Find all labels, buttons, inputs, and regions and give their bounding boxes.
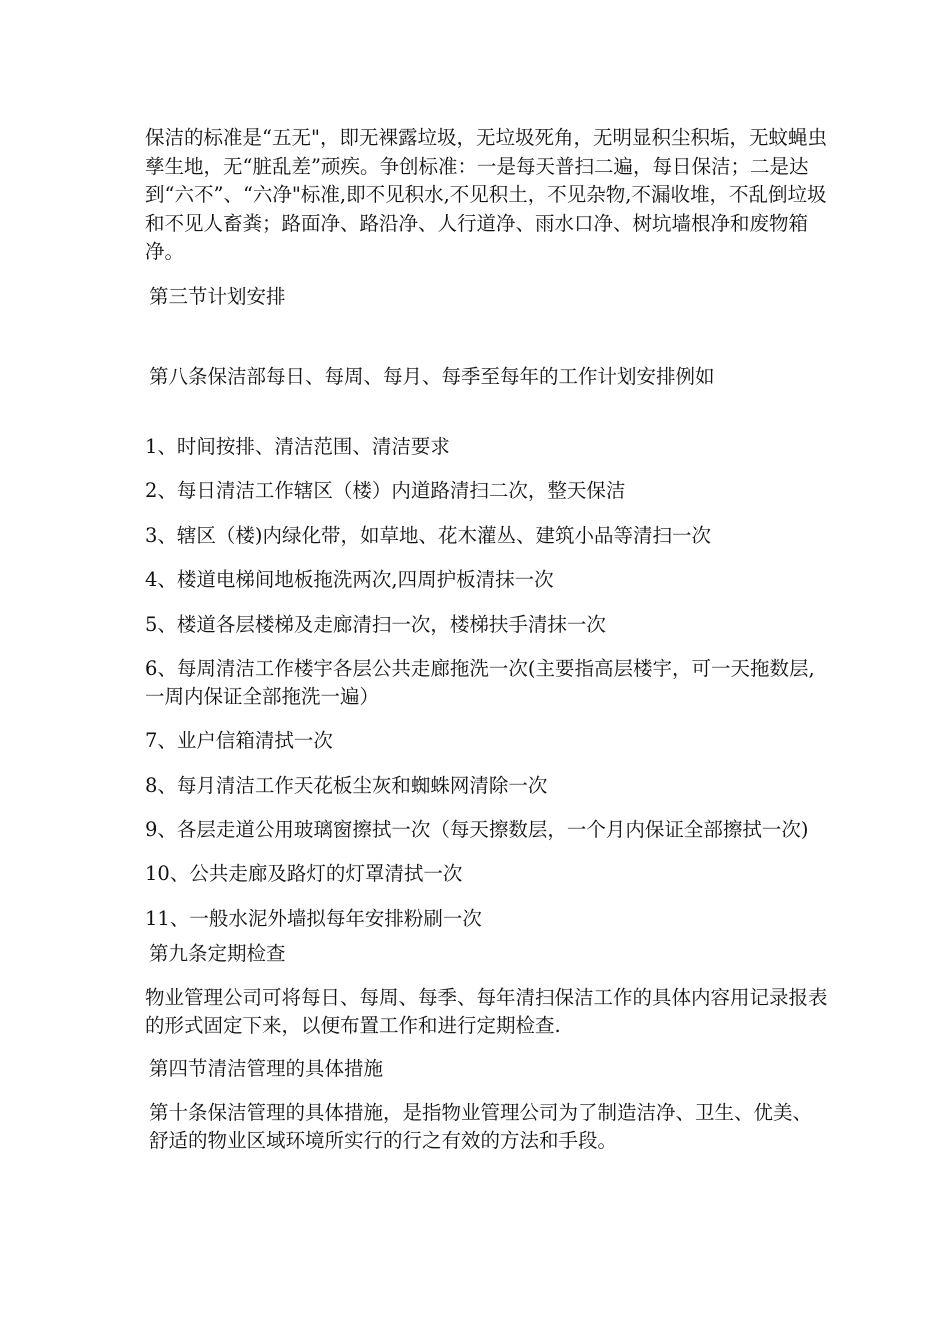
intro-paragraph: 保洁的标准是“五无"，即无裸露垃圾，无垃圾死角，无明显积尘积垢，无蚊蝇虫孳生地，无“脏乱差”顽疾。争创标准：一是每天普扫二遍，每日保洁；二是达到“六不”、“六净"标准,即不见积水,不见积土，不见杂物,不漏收堆，不乱倒垃圾和不见人畜粪；路面净、路沿净、人行道净、雨水口净、树坑墙根净和废物箱净。 [145,126,827,264]
section-3-heading: 第三节计划安排 [149,284,286,308]
list-item: 11、一般水泥外墙拟每年安排粉刷一次 [145,906,482,930]
article-8-heading: 第八条保洁部每日、每周、每月、每季至每年的工作计划安排例如 [149,364,715,388]
section-4-heading: 第四节清洁管理的具体措施 [149,1056,384,1080]
plan-items-list [145,433,830,933]
list-item: 5、楼道各层楼梯及走廊清扫一次，楼梯扶手清抹一次 [145,612,606,636]
list-item: 7、业户信箱清拭一次 [145,729,333,753]
article-10-paragraph: 第十条保洁管理的具体措施，是指物业管理公司为了制造洁净、卫生、优美、舒适的物业区域环境所实行的行之有效的方法和手段。 [149,1100,813,1152]
list-item: 2、每日清洁工作辖区（楼）内道路清扫二次，整天保洁 [145,479,626,503]
list-item: 3、辖区（楼)内绿化带，如草地、花木灌丛、建筑小品等清扫一次 [145,523,712,547]
list-item: 8、每月清洁工作天花板尘灰和蜘蛛网清除一次 [145,773,548,797]
document-body [145,124,830,1155]
list-item: 4、楼道电梯间地板拖洗两次,四周护板清抹一次 [145,568,554,592]
list-item: 1、时间按排、清洁范围、清洁要求 [145,434,450,458]
article-9-heading: 第九条定期检查 [149,941,286,965]
list-item: 6、每周清洁工作楼宇各层公共走廊拖洗一次(主要指高层楼宇，可一天拖数层,一周内保证全部拖洗一遍） [145,656,815,708]
list-item: 9、各层走道公用玻璃窗擦拭一次（每天擦数层，一个月内保证全部擦拭一次) [145,818,809,842]
list-item: 10、公共走廊及路灯的灯罩清拭一次 [145,862,463,886]
article-9-paragraph: 物业管理公司可将每日、每周、每季、每年清扫保洁工作的具体内容用记录报表的形式固定下来，以便布置工作和进行定期检查. [145,985,828,1037]
